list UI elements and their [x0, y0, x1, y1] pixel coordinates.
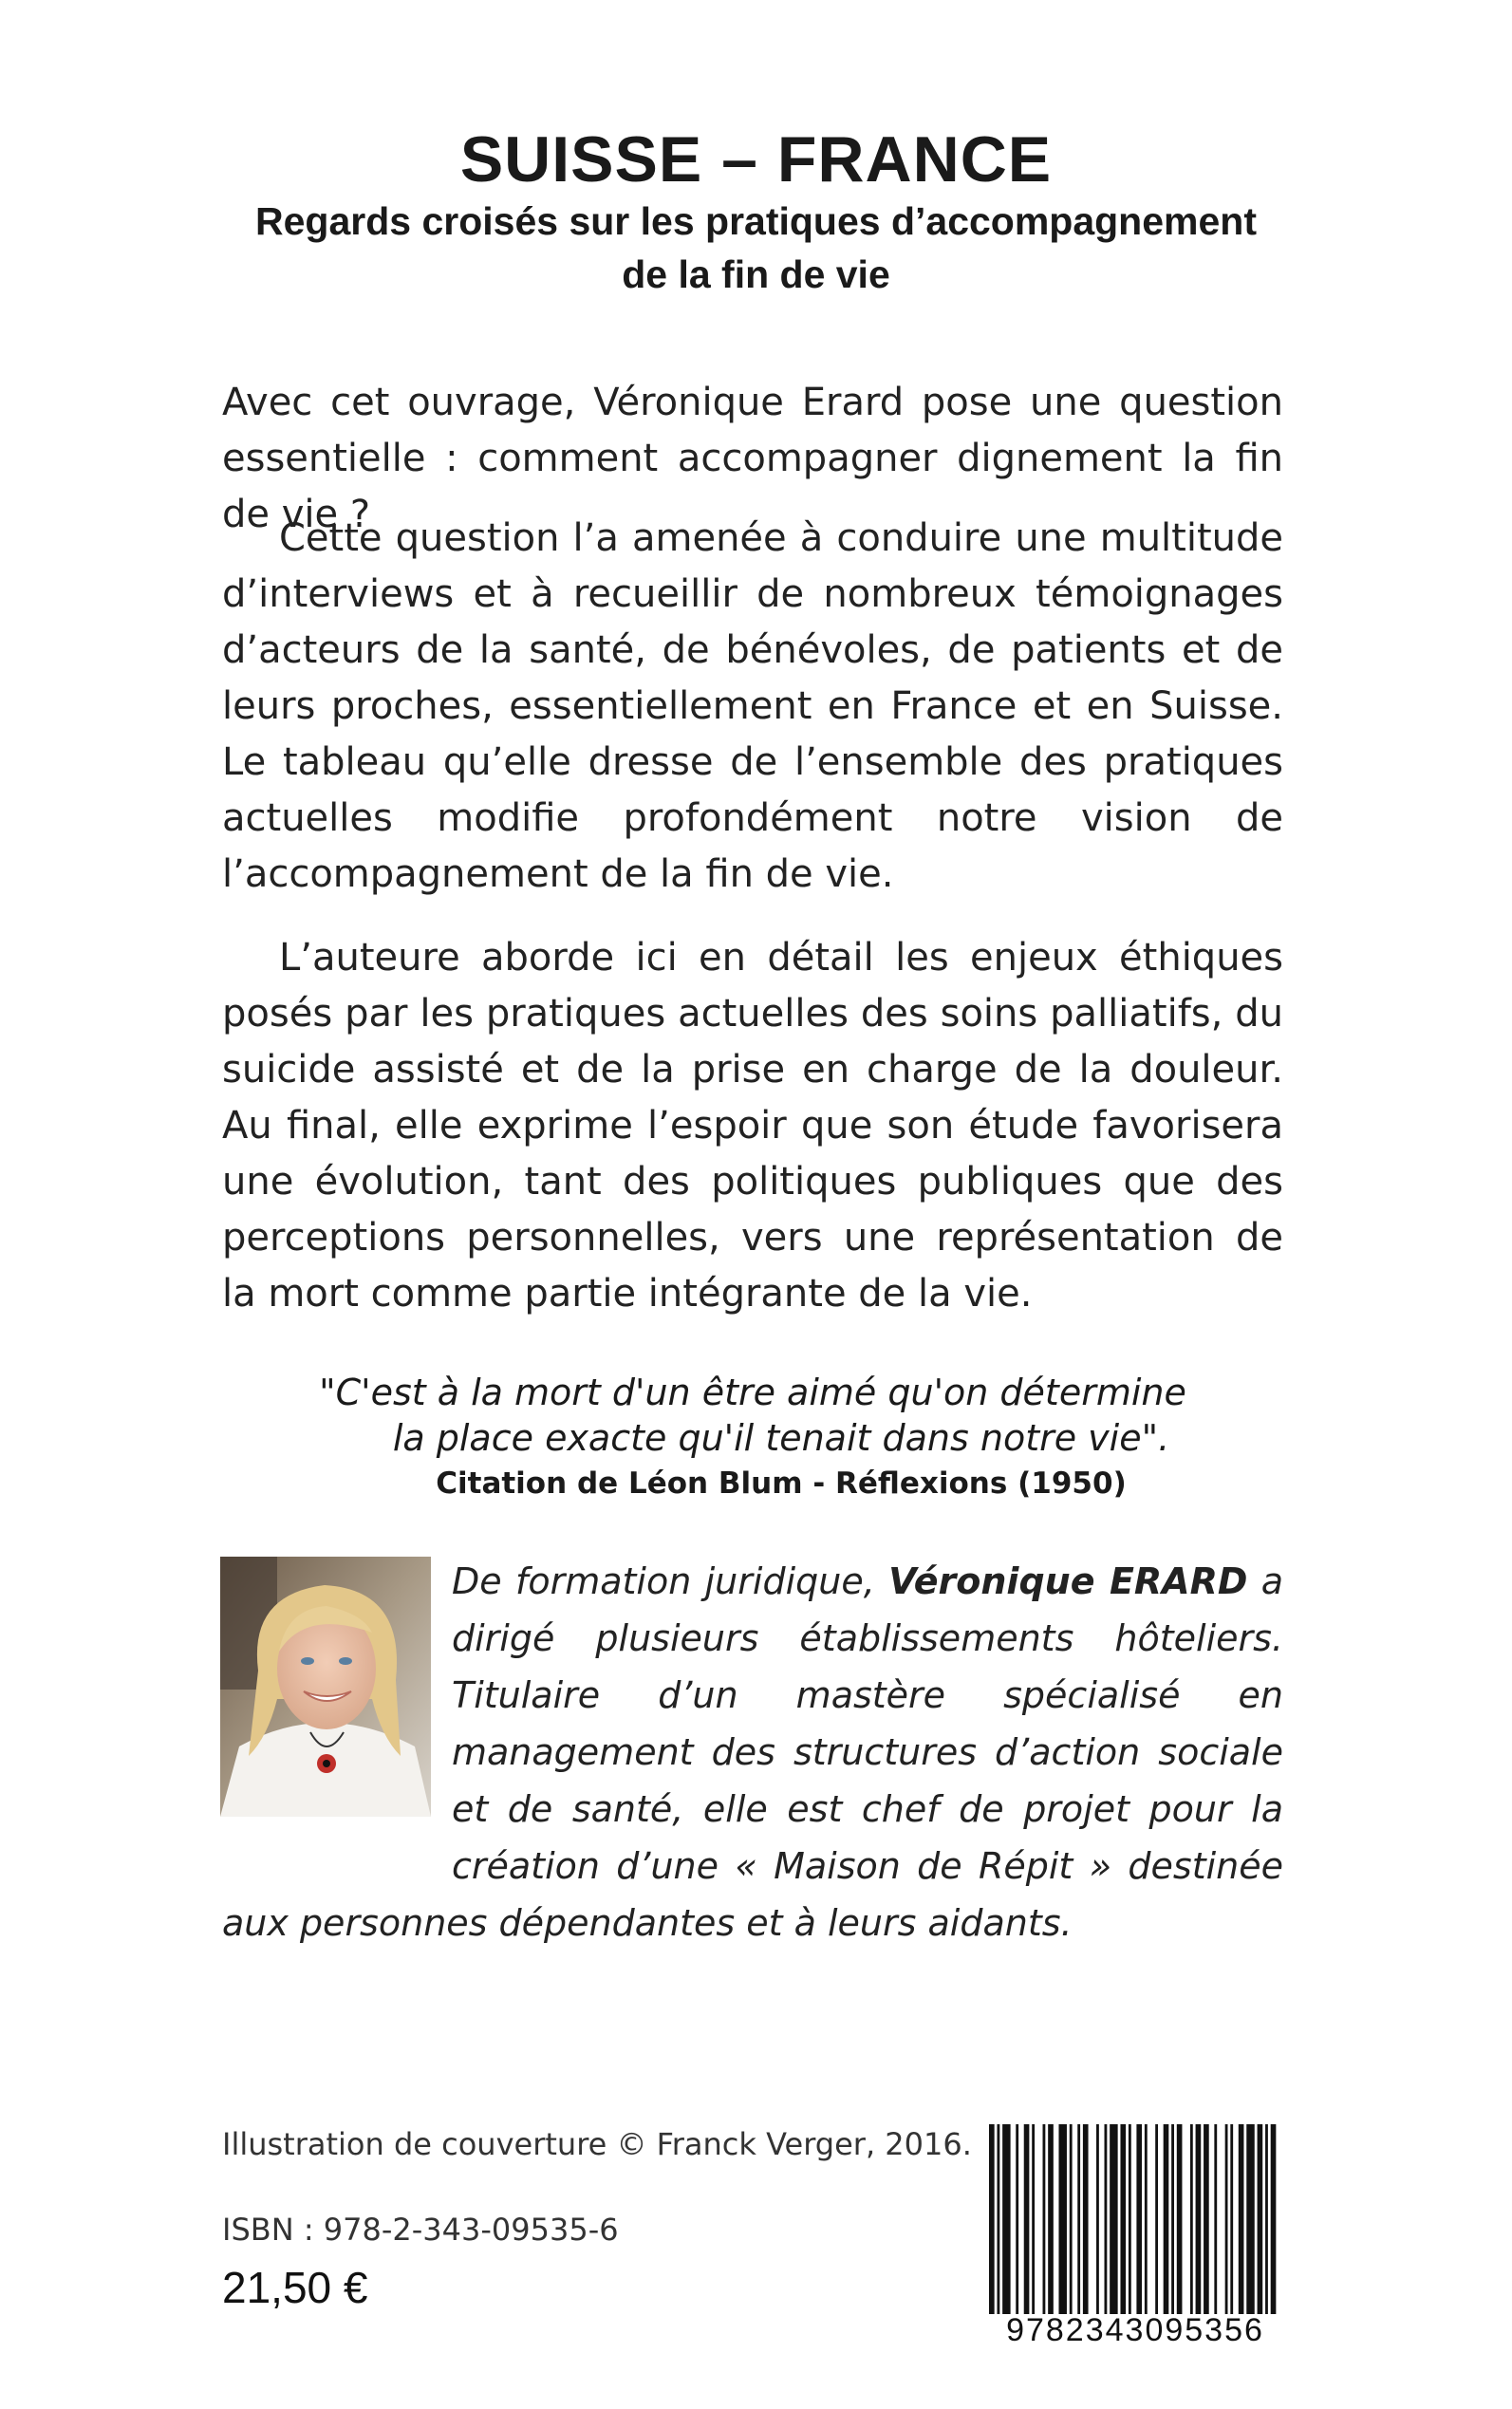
barcode-bar [1171, 2124, 1174, 2314]
price: 21,50 € [222, 2263, 368, 2312]
quote-citation: Citation de Léon Blum - Réflexions (1950) [436, 1466, 1127, 1501]
quote-line-1: "C'est à la mort d'un être aimé qu'on détermine [319, 1372, 1186, 1413]
barcode-bar [1105, 2124, 1108, 2314]
barcode-bar [1136, 2124, 1142, 2314]
subtitle-line-2: de la fin de vie [622, 252, 890, 296]
barcode-bar [1230, 2124, 1233, 2314]
book-title: SUISSE – FRANCE [459, 123, 1053, 196]
barcode-bar [1120, 2124, 1126, 2314]
barcode-bar [1155, 2124, 1158, 2314]
barcode-bar [1239, 2124, 1244, 2314]
blurb-paragraph-1: Avec cet ouvrage, Véronique Erard pose une question essentielle : comment accompagner dignement la fin de vie ? [222, 381, 1283, 536]
barcode-bar [1271, 2124, 1277, 2314]
quote-line-2: la place exacte qu'il tenait dans notre vie". [392, 1417, 1170, 1459]
barcode-bar [1048, 2124, 1054, 2314]
barcode-bar [1110, 2124, 1117, 2314]
barcode-bar [1083, 2124, 1089, 2314]
barcode-bar [1258, 2124, 1263, 2314]
barcode-bar [1058, 2124, 1066, 2314]
cover-credit: Illustration de couverture © Franck Verger, 2016. [222, 2126, 972, 2162]
book-subtitle [180, 195, 1332, 301]
author-bio [222, 1553, 1283, 1951]
barcode-bar [1077, 2124, 1080, 2314]
barcode-bar [1145, 2124, 1148, 2314]
barcode-bar [989, 2124, 995, 2314]
barcode-digits: 9782343095356 [1006, 2312, 1264, 2348]
blurb-paragraph-2: Cette question l’a amenée à conduire une multitude d’interviews et à recueillir de nombreux témoignages d’acteurs de la santé, de bénévoles, de patients et de leurs proches, essentiellement en France et en Suisse. Le tableau qu’elle dresse de l’ensemble des pratiques actuelles modifie profondément notre vision de l’accompagnement de la fin de vie. [222, 516, 1283, 896]
barcode-bar [1164, 2124, 1169, 2314]
barcode-bar [1190, 2124, 1193, 2314]
quote [222, 1370, 1283, 1461]
barcode-bar [1204, 2124, 1209, 2314]
barcode-bar [1002, 2124, 1010, 2314]
barcode-bar [1096, 2124, 1099, 2314]
barcode-bar [1196, 2124, 1202, 2314]
photo-spacer [222, 1553, 452, 1895]
barcode-bar [1129, 2124, 1131, 2314]
author-bio-text: a dirigé plusieurs établissements hôteliers. Titulaire d’un mastère spécialisé en management des structures d’action sociale et de santé, elle est chef de projet pour la création d’une « Maison de Répit » destinée aux personnes dépendantes et à leurs aidants. [222, 1560, 1283, 1944]
subtitle-line-1: Regards croisés sur les pratiques d’accompagnement [255, 199, 1257, 243]
barcode-bar [1024, 2124, 1030, 2314]
barcode-bar [1246, 2124, 1254, 2314]
barcode-bar [1265, 2124, 1268, 2314]
barcode-bar [1225, 2124, 1228, 2314]
isbn: ISBN : 978-2-343-09535-6 [222, 2212, 619, 2248]
barcode-bar [1214, 2124, 1217, 2314]
barcode-bar [1177, 2124, 1183, 2314]
barcode-bar [1016, 2124, 1018, 2314]
barcode-bar [1070, 2124, 1073, 2314]
author-bio-intro: De formation juridique, [452, 1560, 889, 1602]
barcode-bar [1043, 2124, 1046, 2314]
blurb-paragraph-3: L’auteure aborde ici en détail les enjeux éthiques posés par les pratiques actuelles des soins palliatifs, du suicide assisté et de la prise en charge de la douleur. Au final, elle exprime l’espoir que son étude favorisera une évolution, tant des politiques publiques que des perceptions personnelles, vers une représentation de la mort comme partie intégrante de la vie. [222, 936, 1283, 1316]
barcode-bar [1032, 2124, 1035, 2314]
barcode-icon [987, 2124, 1283, 2314]
barcode-bar [997, 2124, 999, 2314]
author-name: Véronique ERARD [888, 1560, 1248, 1602]
